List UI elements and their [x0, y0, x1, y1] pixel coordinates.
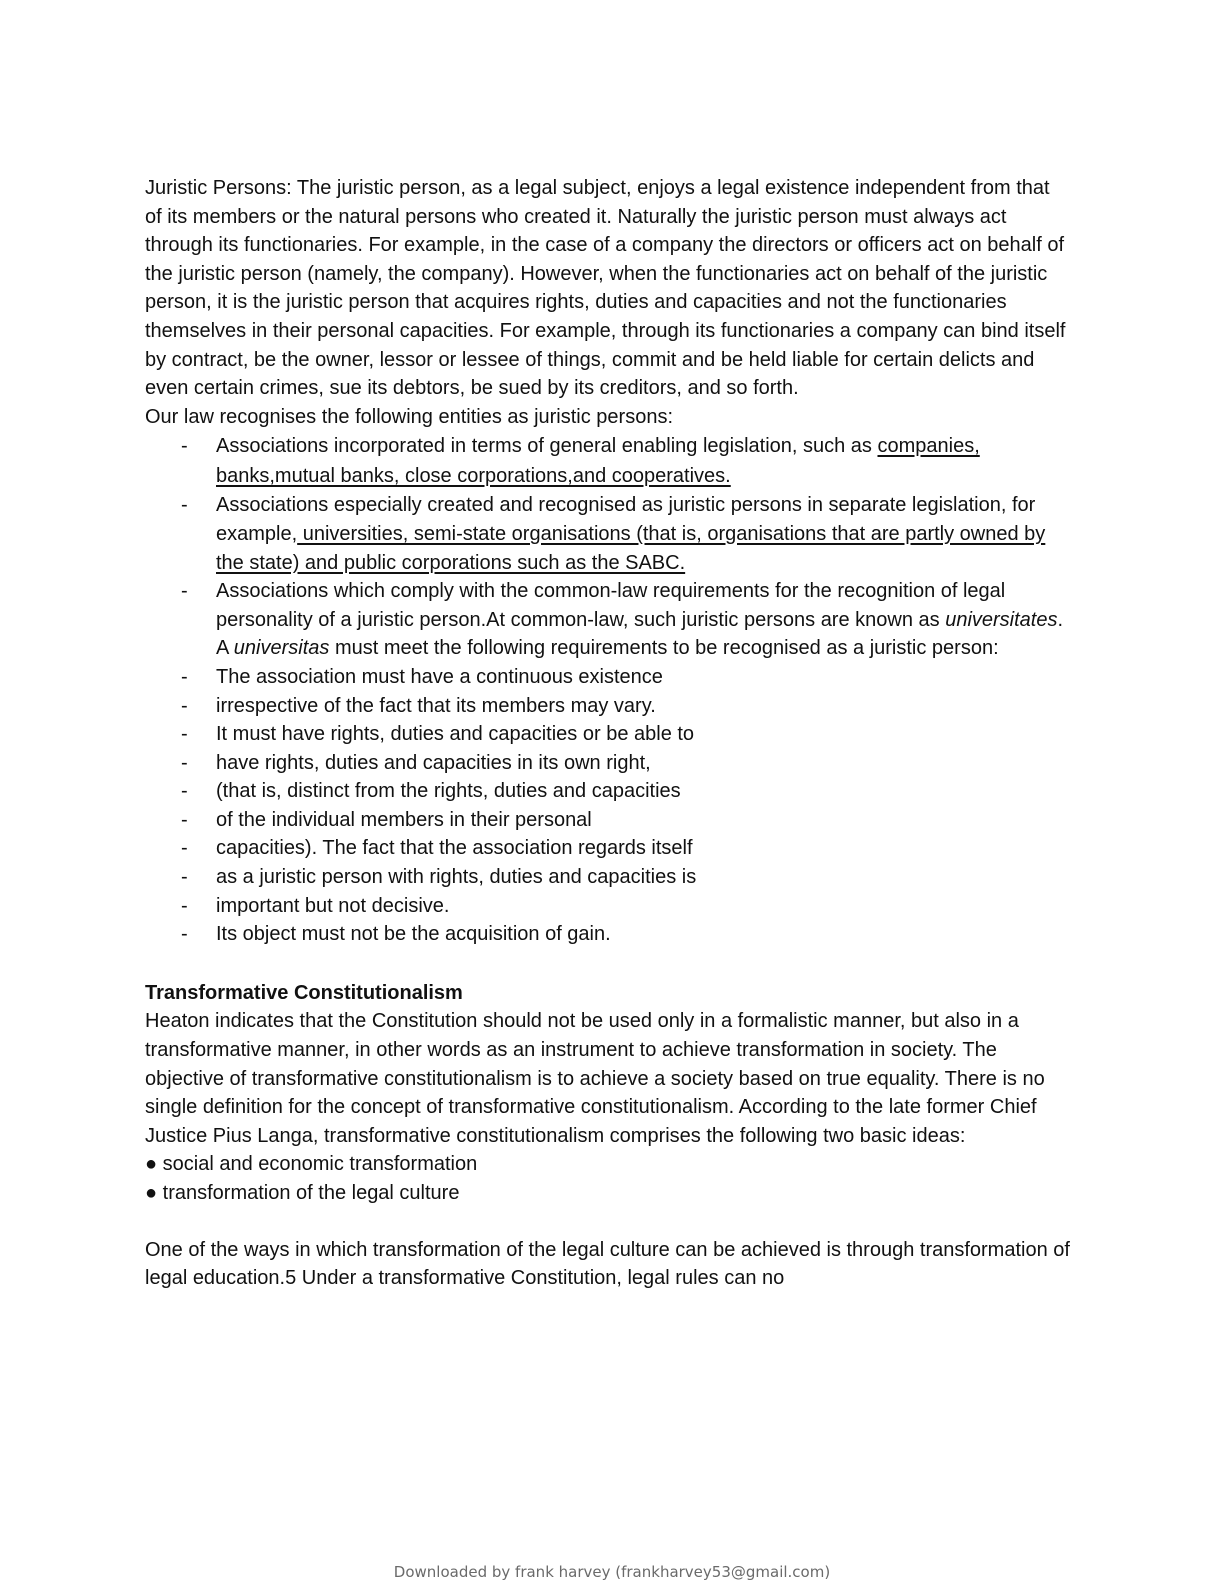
- intro-paragraph: [145, 174, 1070, 403]
- intro-text: The juristic person, as a legal subject, enjoys a legal existence independent from that of its members or the natural persons who created it. Naturally the juristic person must always act through its functionaries. For example, in the case of a company the directors or officers act on behalf of the juristic person (namely, the company). However, when the functionaries act on behalf of the juristic person, it is the juristic person that acquires rights, duties and capacities and not the functionaries themselves in their personal capacities. For example, through its functionaries a company can bind itself by contract, be the owner, lessor or lessee of things, commit and be held liable for certain delicts and even certain crimes, sue its debtors, be sued by its creditors, and so forth.: [145, 177, 1066, 400]
- entity-1-text: Associations incorporated in terms of general enabling legislation, such as: [216, 435, 878, 458]
- list-item: [145, 749, 1070, 778]
- requirement-text: irrespective of the fact that its members may vary.: [216, 694, 656, 717]
- dash-marker: -: [181, 923, 188, 946]
- dash-marker: -: [181, 494, 188, 517]
- requirement-text: capacities). The fact that the association regards itself: [216, 837, 693, 860]
- list-item: ● transformation of the legal culture: [145, 1182, 460, 1204]
- entities-list: [145, 431, 1070, 663]
- dash-marker: -: [181, 435, 188, 458]
- entity-3-term-universitas: universitas: [233, 637, 330, 660]
- entity-3-term-universitates: universitates: [945, 608, 1058, 631]
- requirement-text: as a juristic person with rights, duties and capacities is: [216, 866, 697, 889]
- requirement-text: (that is, distinct from the rights, duties and capacities: [216, 780, 681, 803]
- list-item: [145, 431, 1070, 491]
- dash-marker: -: [181, 665, 188, 688]
- list-item: [145, 920, 1070, 949]
- dash-marker: -: [181, 580, 188, 603]
- dash-marker: -: [181, 694, 188, 717]
- list-item: [145, 720, 1070, 749]
- entity-2-text: Associations especially created and recognised as juristic persons in separate legislation, for example,: [216, 494, 1036, 545]
- dash-marker: -: [181, 866, 188, 889]
- closing-paragraph: One of the ways in which transformation of the legal culture can be achieved is through transformation of legal education.5 Under a transformative Constitution, legal rules can no: [145, 1238, 1070, 1290]
- list-item: [145, 863, 1070, 892]
- download-footer: Downloaded by frank harvey (frankharvey53@gmail.com): [393, 1563, 831, 1581]
- document-page: [145, 174, 1070, 1293]
- list-item: [145, 806, 1070, 835]
- requirement-text: It must have rights, duties and capacities or be able to: [216, 723, 695, 746]
- entity-1-underlined: companies, banks,mutual banks, close corporations,and cooperatives.: [216, 435, 980, 488]
- requirement-text: important but not decisive.: [216, 894, 450, 917]
- paragraph-spacer: [145, 1208, 1070, 1236]
- list-item: [145, 777, 1070, 806]
- entity-3-text-c: must meet the following requirements to be recognised as a juristic person:: [329, 637, 999, 660]
- dash-marker: -: [181, 751, 188, 774]
- list-item: [145, 663, 1070, 692]
- dash-marker: -: [181, 894, 188, 917]
- dash-marker: -: [181, 808, 188, 831]
- dash-marker: -: [181, 780, 188, 803]
- transformation-ideas-list: [145, 1150, 1070, 1207]
- list-item: ● social and economic transformation: [145, 1153, 478, 1176]
- dash-marker: -: [181, 723, 188, 746]
- dash-marker: -: [181, 837, 188, 860]
- transformative-paragraph: Heaton indicates that the Constitution should not be used only in a formalistic manner, but also in a transformative manner, in other words as an instrument to achieve transformation in society. The objective of transformative constitutionalism is to achieve a society based on true equality. There is no single definition for the concept of transformative constitutionalism. According to the late former Chief Justice Pius Langa, transformative constitutionalism comprises the following two basic ideas:: [145, 1010, 1045, 1147]
- requirements-list: [145, 663, 1070, 949]
- requirement-text: The association must have a continuous existence: [216, 665, 663, 688]
- list-item: [145, 692, 1070, 721]
- list-item: [145, 892, 1070, 921]
- list-item: [145, 577, 1070, 663]
- section-heading: Transformative Constitutionalism: [145, 981, 463, 1004]
- requirement-text: have rights, duties and capacities in its own right,: [216, 751, 651, 774]
- list-item: [145, 834, 1070, 863]
- entity-3-text-a: Associations which comply with the common-law requirements for the recognition of legal personality of a juristic person.At common-law, such juristic persons are known as: [216, 580, 1006, 631]
- requirement-text: of the individual members in their personal: [216, 808, 592, 831]
- requirement-text: Its object must not be the acquisition of gain.: [216, 923, 611, 946]
- entities-intro: Our law recognises the following entities as juristic persons:: [145, 405, 674, 428]
- intro-label: Juristic Persons:: [145, 177, 292, 199]
- entity-2-underlined: universities, semi-state organisations (that is, organisations that are partly owned by the state) and public corporations such as the SABC.: [216, 522, 1046, 574]
- entity-3-text-b: . A: [216, 608, 1064, 660]
- list-item: [145, 491, 1070, 577]
